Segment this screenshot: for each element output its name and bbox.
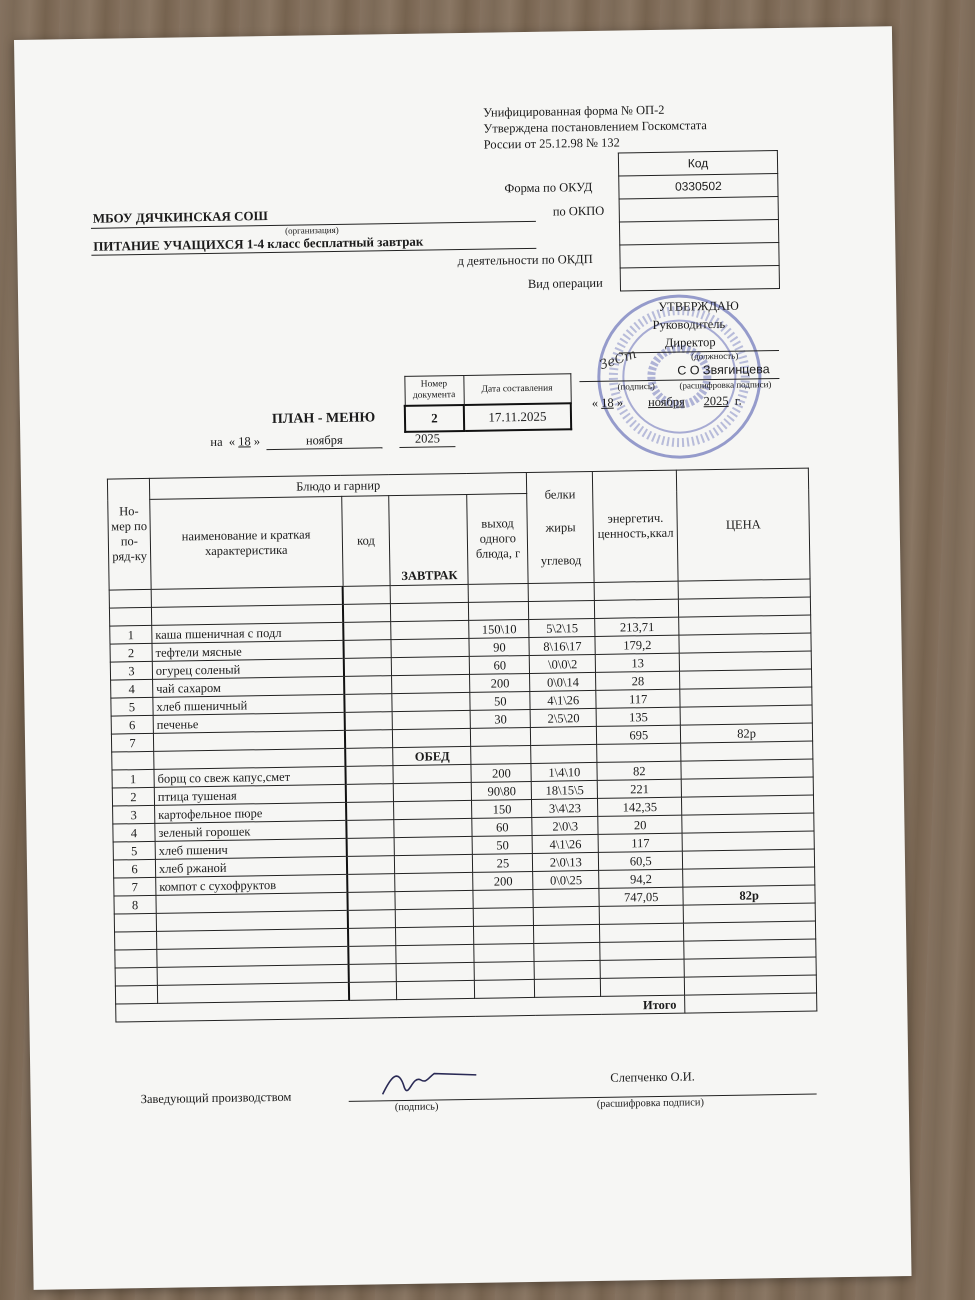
dish-energy: 213,71	[595, 617, 679, 636]
dish-nutrients: 4\1\26	[530, 690, 596, 709]
menu-plan-document	[14, 26, 912, 1290]
empty-cell	[114, 913, 156, 932]
dish-name: тефтели мясные	[152, 640, 344, 661]
footer-role: Заведующий производством	[140, 1089, 292, 1107]
dish-energy: 20	[598, 815, 682, 834]
total-energy: 747,05	[599, 887, 683, 906]
total-blank	[395, 890, 473, 909]
dish-name: печенье	[153, 712, 345, 733]
dish-extra	[395, 872, 473, 891]
empty-cell	[474, 961, 534, 980]
dish-number: 4	[113, 823, 155, 842]
okud-label: Форма по ОКУД	[504, 179, 593, 196]
dish-name: компот с сухофруктов	[156, 874, 348, 895]
organization-subtitle: ПИТАНИЕ УЧАЩИХСЯ 1-4 класс бесплатный завтрак	[93, 233, 424, 254]
dish-name: каша пшеничная с подл	[152, 622, 344, 643]
empty-cell	[474, 925, 534, 944]
doc-date: 17.11.2025	[464, 403, 571, 431]
empty-cell	[112, 751, 154, 770]
codes-table	[618, 150, 780, 291]
empty-cell	[115, 949, 157, 968]
dish-yield: 50	[472, 835, 532, 854]
empty-cell	[597, 743, 681, 762]
dish-extra	[393, 710, 471, 729]
total-number: 7	[111, 733, 153, 752]
dish-name: картофельное пюре	[154, 802, 346, 823]
total-blank	[348, 892, 396, 911]
dish-price	[682, 795, 814, 815]
dish-energy: 142,35	[598, 797, 682, 816]
col-yield-header: выход одного блюда, г	[467, 493, 528, 584]
signature-caption: (подпись)	[617, 380, 655, 392]
operation-value	[620, 266, 779, 291]
okpo-label: по ОКПО	[552, 203, 605, 219]
dish-energy: 179,2	[595, 635, 679, 654]
dish-yield: 200	[473, 871, 533, 890]
dish-code	[346, 820, 394, 839]
dish-price	[682, 813, 814, 833]
empty-cell	[397, 962, 475, 981]
okdp-label: д деятельности по ОКДП	[457, 251, 593, 269]
col-number-header: Но-мер по по-ряд-ку	[107, 478, 151, 590]
dish-energy: 117	[596, 689, 680, 708]
dish-nutrients: 4\1\26	[532, 834, 598, 853]
dish-number: 1	[112, 769, 154, 788]
empty-cell	[534, 942, 600, 961]
empty-cell	[684, 921, 816, 941]
empty-cell	[601, 977, 685, 996]
empty-cell	[534, 924, 600, 943]
empty-cell	[531, 744, 597, 763]
total-energy: 695	[597, 725, 681, 744]
dish-yield: 90\80	[472, 781, 532, 800]
dish-name: зеленый горошек	[155, 820, 347, 841]
empty-cell	[681, 741, 813, 761]
form-line-3: России от 25.12.98 № 132	[483, 135, 620, 152]
dish-number: 2	[110, 643, 152, 662]
dish-price	[679, 633, 811, 653]
dish-price	[681, 759, 813, 779]
dish-code	[344, 658, 392, 677]
dish-code	[346, 802, 394, 821]
form-reference	[483, 101, 707, 153]
empty-cell	[343, 604, 391, 623]
dish-yield: 90	[469, 637, 529, 656]
menu-table	[107, 468, 817, 1023]
dish-code	[344, 694, 392, 713]
menu-day: 18	[238, 434, 251, 449]
dish-number: 2	[112, 787, 154, 806]
dish-price	[679, 615, 811, 635]
dish-nutrients: 2\0\3	[532, 816, 598, 835]
empty-cell	[343, 586, 391, 605]
empty-cell	[109, 589, 151, 608]
empty-cell	[528, 582, 594, 601]
uglevod-header: углевод	[540, 552, 582, 568]
dish-price	[683, 849, 815, 869]
approval-name: С О Звягинцева	[677, 362, 770, 378]
dish-price	[680, 705, 812, 725]
empty-cell	[391, 584, 469, 603]
total-price: 82р	[683, 885, 815, 905]
dish-energy: 28	[596, 671, 680, 690]
dish-energy: 135	[596, 707, 680, 726]
dish-number: 3	[110, 661, 152, 680]
dish-name: хлеб ржаной	[155, 856, 347, 877]
approval-title: УТВЕРЖДАЮ	[658, 298, 739, 314]
dish-number: 5	[113, 841, 155, 860]
empty-cell	[474, 907, 534, 926]
doc-date-header: Дата составления	[463, 374, 570, 405]
col-energy-header: энергетич. ценность,ккал	[593, 470, 679, 582]
dish-yield: 50	[470, 691, 530, 710]
total-blank	[531, 726, 597, 745]
dish-number: 1	[110, 625, 152, 644]
dish-extra	[391, 620, 469, 639]
dish-number: 6	[113, 859, 155, 878]
dish-price	[682, 831, 814, 851]
dish-extra	[392, 656, 470, 675]
dish-energy: 13	[596, 653, 680, 672]
dish-extra	[394, 818, 472, 837]
dish-name: чай сахаром	[152, 676, 344, 697]
empty-cell	[396, 908, 474, 927]
empty-cell	[348, 910, 396, 929]
dish-price	[683, 867, 815, 887]
empty-cell	[396, 926, 474, 945]
empty-cell	[600, 923, 684, 942]
dish-code	[343, 622, 391, 641]
footer-name: Слепченко О.И.	[610, 1069, 695, 1085]
dish-price	[680, 669, 812, 689]
empty-cell	[115, 985, 157, 1004]
empty-cell	[684, 957, 816, 977]
dish-price	[680, 687, 812, 707]
empty-cell	[475, 979, 535, 998]
document-title: ПЛАН - МЕНЮ	[271, 410, 376, 427]
dish-nutrients: 5\2\15	[529, 618, 595, 637]
breakfast-header: ЗАВТРАК	[389, 494, 468, 585]
dish-name: хлеб пшенич	[155, 838, 347, 859]
empty-cell	[345, 748, 393, 767]
dish-yield: 30	[471, 709, 531, 728]
dish-extra	[395, 836, 473, 855]
organization-name: МБОУ ДЯЧКИНСКАЯ СОШ	[92, 208, 269, 226]
empty-cell	[529, 600, 595, 619]
menu-year: 2025	[399, 431, 455, 448]
director-signature: ЗеСт	[597, 346, 639, 374]
dish-nutrients: 8\16\17	[529, 636, 595, 655]
dish-yield: 60	[470, 655, 530, 674]
empty-cell	[683, 903, 815, 923]
dish-nutrients: 2\5\20	[530, 708, 596, 727]
empty-cell	[594, 581, 678, 600]
approval-date: « 18 » ноября 2025 г.	[591, 393, 742, 410]
dish-energy: 94,2	[599, 869, 683, 888]
dish-number: 5	[111, 697, 153, 716]
doc-number-header: Номер документа	[404, 375, 463, 405]
approval-year-suffix: г.	[734, 393, 742, 408]
okdp-value	[620, 243, 779, 268]
dish-energy: 117	[598, 833, 682, 852]
total-blank	[473, 889, 533, 908]
col-code-header: код	[341, 496, 390, 587]
dish-code	[344, 640, 392, 659]
total-blank	[345, 730, 393, 749]
name-caption: (расшифровка подписи)	[679, 379, 772, 391]
itogo-blank	[116, 1000, 350, 1022]
operation-label: Вид операции	[527, 275, 603, 291]
empty-cell	[396, 944, 474, 963]
dish-name: птица тушеная	[154, 784, 346, 805]
dish-nutrients: 18\15\5	[532, 780, 598, 799]
dish-nutrients: 0\0\25	[533, 870, 599, 889]
dish-price	[681, 777, 813, 797]
empty-cell	[469, 583, 529, 602]
empty-cell	[397, 980, 475, 999]
dish-code	[347, 856, 395, 875]
empty-cell	[469, 601, 529, 620]
empty-cell	[684, 939, 816, 959]
okud-value: 0330502	[619, 174, 778, 199]
document-id-table	[403, 373, 572, 433]
belki-header: белки	[544, 486, 576, 502]
menu-rows	[109, 579, 817, 1022]
dish-number: 3	[113, 805, 155, 824]
dish-extra	[392, 674, 470, 693]
empty-cell	[600, 941, 684, 960]
dish-yield: 25	[473, 853, 533, 872]
dish-yield: 150	[472, 799, 532, 818]
footer-name-caption: (расшифровка подписи)	[596, 1097, 705, 1110]
menu-month: ноября	[266, 432, 382, 450]
footer-signature-caption: (подпись)	[394, 1101, 439, 1114]
total-blank	[471, 727, 531, 746]
empty-cell	[349, 964, 397, 983]
dish-energy: 221	[597, 779, 681, 798]
dish-energy: 82	[597, 761, 681, 780]
dish-code	[345, 712, 393, 731]
empty-cell	[535, 978, 601, 997]
empty-cell	[474, 943, 534, 962]
dish-extra	[391, 638, 469, 657]
col-name-header: наименование и краткая характеристика	[150, 496, 343, 589]
code-header: Код	[618, 151, 777, 176]
approval-position: Директор	[664, 335, 716, 350]
approval-month: ноября	[647, 394, 685, 410]
dish-nutrients: 1\4\10	[531, 762, 597, 781]
approval-year: 2025	[703, 393, 729, 409]
dish-yield: 200	[470, 673, 530, 692]
dish-energy: 60,5	[599, 851, 683, 870]
menu-date-prefix: на	[210, 434, 223, 449]
total-price: 82р	[681, 723, 813, 743]
approval-day: 18	[601, 395, 614, 410]
empty-cell	[600, 959, 684, 978]
dish-nutrients: 3\4\23	[532, 798, 598, 817]
dish-extra	[393, 764, 471, 783]
empty-cell	[678, 579, 810, 599]
col-price-header: ЦЕНА	[677, 468, 810, 581]
lunch-header: ОБЕД	[393, 746, 471, 765]
dish-code	[347, 838, 395, 857]
dish-code	[346, 766, 394, 785]
organization-caption: (организация)	[284, 224, 339, 236]
total-blank	[393, 728, 471, 747]
empty-cell	[595, 599, 679, 618]
dish-extra	[394, 782, 472, 801]
itogo-label: Итого	[642, 997, 677, 1013]
menu-date: на « 18 » ноября 2025	[210, 431, 455, 451]
position-caption: (должность)	[690, 350, 739, 362]
total-blank	[533, 888, 599, 907]
blank-code	[619, 220, 778, 245]
empty-cell	[349, 982, 397, 1001]
doc-number: 2	[405, 405, 464, 432]
dish-code	[346, 784, 394, 803]
dish-number: 6	[111, 715, 153, 734]
empty-cell	[471, 745, 531, 764]
dish-yield: 150\10	[469, 619, 529, 638]
empty-cell	[534, 906, 600, 925]
empty-cell	[348, 946, 396, 965]
empty-cell	[679, 597, 811, 617]
okpo-value	[619, 197, 778, 222]
empty-cell	[391, 602, 469, 621]
empty-cell	[348, 928, 396, 947]
zhiry-header: жиры	[545, 519, 576, 535]
total-number: 8	[114, 895, 156, 914]
col-nutrients-header	[527, 471, 595, 583]
col-dish-header: Блюдо и гарнир	[149, 472, 527, 499]
dish-nutrients: 0\0\14	[530, 672, 596, 691]
empty-cell	[109, 607, 151, 626]
itogo-value	[685, 993, 817, 1013]
dish-extra	[394, 800, 472, 819]
form-line-1: Унифицированная форма № ОП-2	[483, 102, 665, 120]
dish-price	[679, 651, 811, 671]
approval-role: Руководитель	[652, 316, 726, 333]
empty-cell	[115, 931, 157, 950]
empty-cell	[115, 967, 157, 986]
dish-code	[344, 676, 392, 695]
dish-extra	[395, 854, 473, 873]
dish-code	[347, 874, 395, 893]
empty-cell	[534, 960, 600, 979]
dish-number: 4	[111, 679, 153, 698]
production-manager-signature	[376, 1057, 487, 1103]
empty-cell	[685, 975, 817, 995]
dish-yield: 200	[471, 763, 531, 782]
empty-cell	[599, 905, 683, 924]
dish-nutrients: 2\0\13	[533, 852, 599, 871]
dish-yield: 60	[472, 817, 532, 836]
dish-extra	[392, 692, 470, 711]
dish-name: огурец соленый	[152, 658, 344, 679]
form-line-2: Утверждена постановлением Госкомстата	[483, 118, 707, 136]
dish-number: 7	[114, 877, 156, 896]
dish-nutrients: \0\0\2	[530, 654, 596, 673]
dish-name: хлеб пшеничный	[153, 694, 345, 715]
dish-name: борщ со свеж капус,смет	[154, 766, 346, 787]
